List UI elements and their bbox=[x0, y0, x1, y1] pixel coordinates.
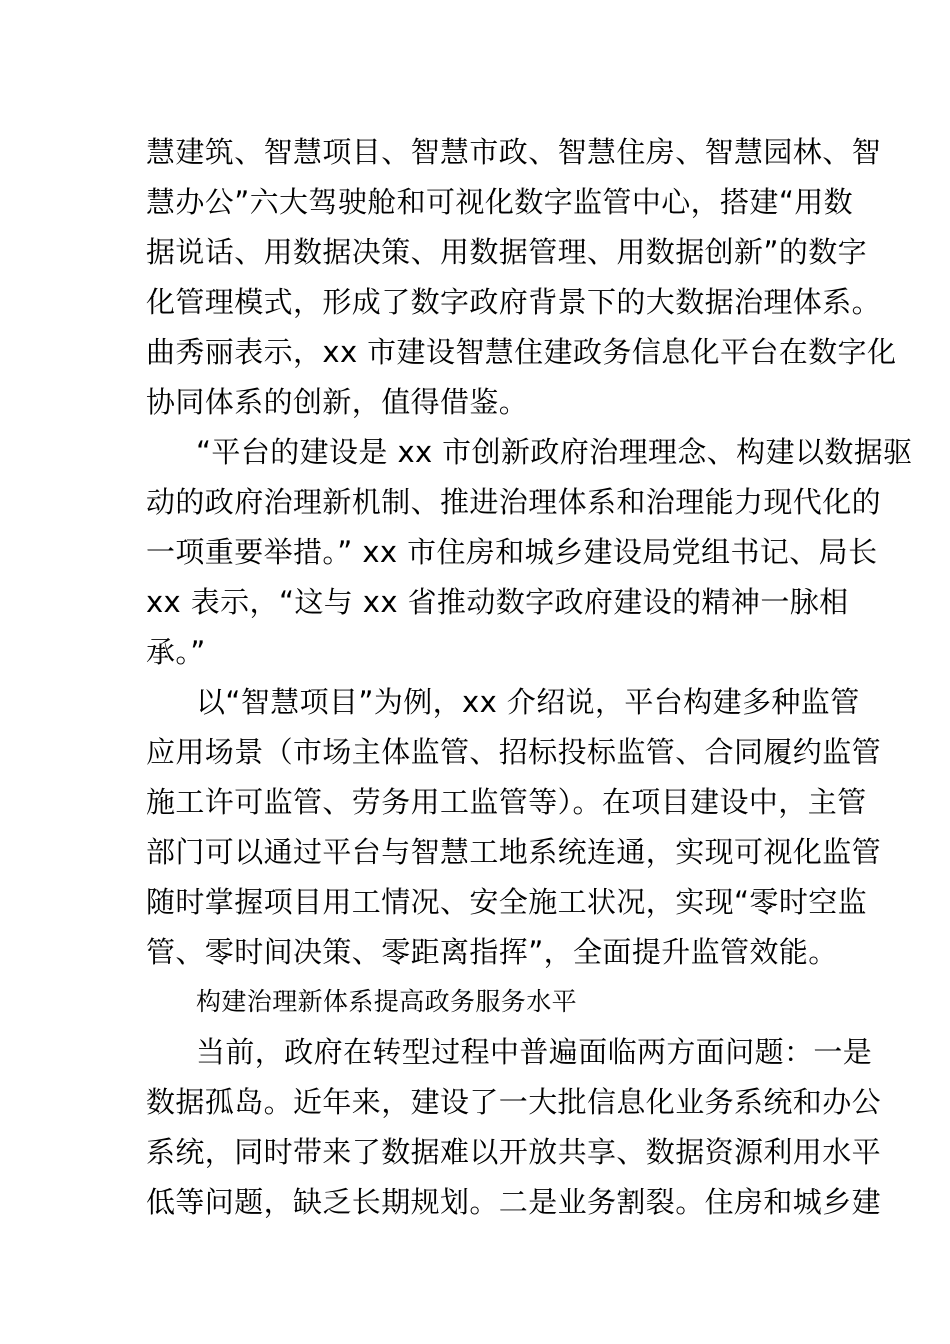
text-line: 管、零时间决策、零距离指挥”，全面提升监管效能。 bbox=[146, 935, 838, 969]
text-line: 承。” bbox=[146, 635, 206, 669]
paragraph-first-line: 当前，政府在转型过程中普遍面临两方面问题：一是 bbox=[196, 1035, 873, 1069]
text-line: 一项重要举措。” xx 市住房和城乡建设局党组书记、局长 bbox=[146, 535, 878, 569]
text-line: 协同体系的创新，值得借鉴。 bbox=[146, 385, 529, 419]
text-line: 据说话、用数据决策、用数据管理、用数据创新”的数字 bbox=[146, 235, 868, 269]
text-line: 部门可以通过平台与智慧工地系统连通，实现可视化监管 bbox=[146, 835, 882, 869]
paragraph-first-line: “平台的建设是 xx 市创新政府治理理念、构建以数据驱 bbox=[196, 435, 913, 469]
text-line: xx 表示，“这与 xx 省推动数字政府建设的精神一脉相 bbox=[146, 585, 849, 619]
text-line: 施工许可监管、劳务用工监管等）。在项目建设中，主管 bbox=[146, 785, 867, 819]
text-line: 随时掌握项目用工情况、安全施工状况，实现“零时空监 bbox=[146, 885, 868, 919]
text-line: 慧建筑、智慧项目、智慧市政、智慧住房、智慧园林、智 bbox=[146, 135, 882, 169]
text-line: 动的政府治理新机制、推进治理体系和治理能力现代化的 bbox=[146, 485, 882, 519]
text-line: 曲秀丽表示，xx 市建设智慧住建政务信息化平台在数字化 bbox=[146, 335, 897, 369]
text-line: 化管理模式，形成了数字政府背景下的大数据治理体系。 bbox=[146, 285, 882, 319]
text-line: 慧办公”六大驾驶舱和可视化数字监管中心，搭建“用数 bbox=[146, 185, 854, 219]
text-line: 数据孤岛。近年来，建设了一大批信息化业务系统和办公 bbox=[146, 1085, 882, 1119]
text-line: 系统，同时带来了数据难以开放共享、数据资源利用水平 bbox=[146, 1135, 882, 1169]
text-line: 应用场景（市场主体监管、招标投标监管、合同履约监管 bbox=[146, 735, 882, 769]
section-heading: 构建治理新体系提高政务服务水平 bbox=[196, 987, 578, 1016]
paragraph-first-line: 以“智慧项目”为例，xx 介绍说，平台构建多种监管 bbox=[196, 685, 860, 719]
text-line: 低等问题，缺乏长期规划。二是业务割裂。住房和城乡建 bbox=[146, 1185, 882, 1219]
